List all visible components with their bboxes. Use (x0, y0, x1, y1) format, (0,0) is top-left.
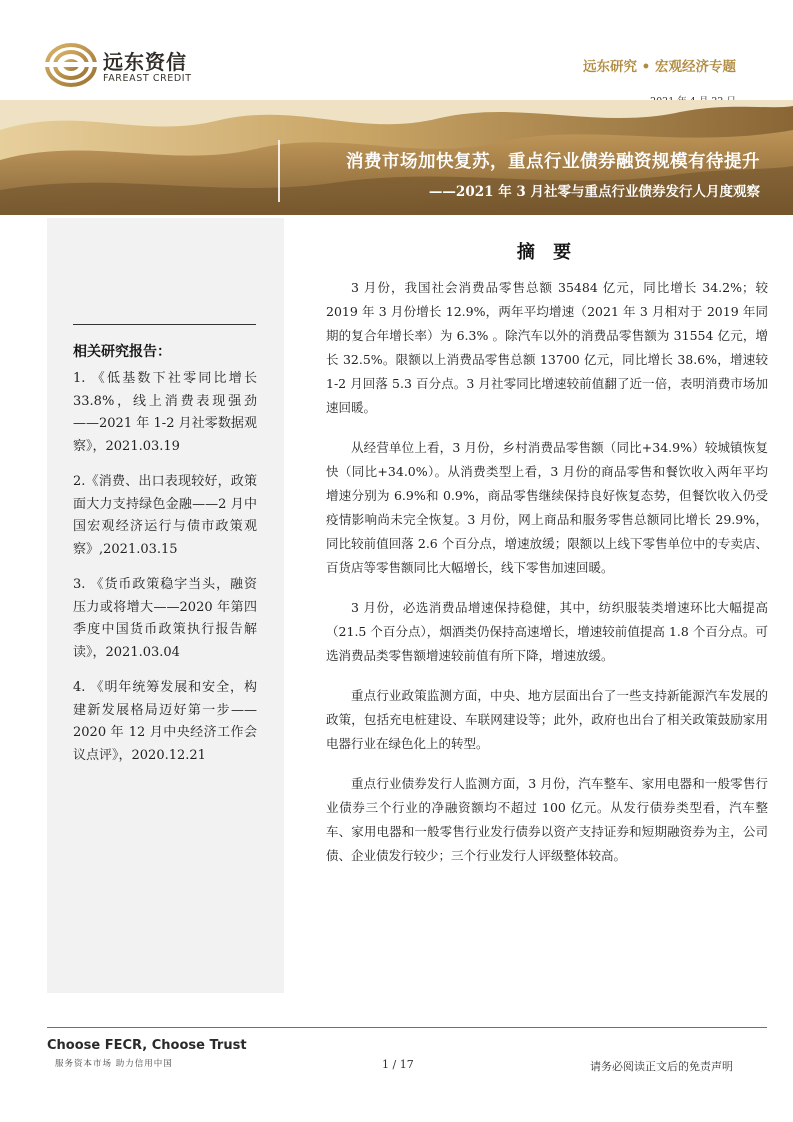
related-report-item: 3. 《货币政策稳字当头，融资压力或将增大——2020 年第四季度中国货币政策执行报告解读》，2021.03.04 (73, 577, 257, 660)
brand-name-en: FAREAST CREDIT (103, 73, 192, 84)
footer-slogan-cn: 服务资本市场 助力信用中国 (55, 1059, 173, 1069)
footer-divider (47, 1027, 767, 1028)
related-reports-list (73, 368, 257, 780)
abstract-paragraph: 重点行业政策监测方面，中央、地方层面出台了一些支持新能源汽车发展的政策，包括充电桩建设、车联网建设等；此外，政府也出台了相关政策鼓励家用电器行业在绿色化上的转型。 (326, 688, 768, 751)
report-subtitle: ——2021 年 3 月社零与重点行业债券发行人月度观察 (428, 184, 760, 200)
related-reports-sidebar (47, 218, 284, 993)
abstract-title: 摘 要 (516, 242, 578, 263)
abstract-paragraph: 3 月份，必选消费品增速保持稳健，其中，纺织服装类增速环比大幅提高（21.5 个百分点），烟酒类仍保持高速增长，增速较前值提高 1.8 个百分点。可选消费品类零售额增速较前值有所下降，增速放缓。 (326, 600, 768, 663)
report-series: 远东研究 • 宏观经济专题 (582, 59, 736, 75)
disclaimer-note: 请务必阅读正文后的免责声明 (590, 1060, 733, 1073)
abstract-paragraph: 3 月份，我国社会消费品零售总额 35484 亿元，同比增长 34.2%；较 2019 年 3 月份增长 12.9%，两年平均增速（2021 年 3 月相对于 2019 年同期的复合年增长率）为 6.3% 。除汽车以外的消费品零售额为 31554 亿元，增长 32.5%。限额以上消费品零售总额 13700 亿元，同比增长 38.6%，增速较 1-2 月回落 5.3 百分点。3 月社零同比增速较前值翻了近一倍，表明消费市场加速回暖。 (326, 280, 768, 415)
page-number: 1 / 17 (382, 1058, 414, 1071)
related-report-item: 4. 《明年统筹发展和安全，构建新发展格局迈好第一步——2020 年 12 月中央经济工作会议点评》，2020.12.21 (73, 680, 257, 763)
fareast-logo-icon (45, 42, 97, 88)
related-report-item: 2.《消费、出口表现较好，政策面大力支持绿色金融——2 月中国宏观经济运行与债市政策观察》,2021.03.15 (73, 474, 257, 557)
abstract-section (326, 218, 768, 884)
related-reports-heading: 相关研究报告： (73, 344, 171, 360)
related-report-item: 1. 《低基数下社零同比增长 33.8%，线上消费表现强劲——2021 年 1-2 月社零数据观察》，2021.03.19 (73, 371, 257, 454)
footer-slogan-en: Choose FECR, Choose Trust (47, 1038, 247, 1053)
brand-name-cn: 远东资信 (103, 50, 187, 74)
sidebar-divider (73, 324, 256, 325)
abstract-paragraph: 从经营单位上看，3 月份，乡村消费品零售额（同比+34.9%）较城镇恢复快（同比+34.0%）。从消费类型上看，3 月份的商品零售和餐饮收入两年平均增速分别为 6.9%和 0.9%，商品零售继续保持良好恢复态势，但餐饮收入仍受疫情影响尚未完全恢复。3 月份，网上商品和服务零售总额同比增长 29.9%，同比较前值回落 2.6 个百分点，增速放缓；限额以上线下零售单位中的专卖店、百货店等零售额同比大幅增长，线下零售加速回暖。 (326, 440, 768, 575)
abstract-paragraph: 重点行业债券发行人监测方面，3 月份，汽车整车、家用电器和一般零售行业债券三个行业的净融资额均不超过 100 亿元。从发行债券类型看，汽车整车、家用电器和一般零售行业发行债券以资产支持证券和短期融资券为主，公司债、企业债发行较少；三个行业发行人评级整体较高。 (326, 776, 768, 863)
report-title: 消费市场加快复苏，重点行业债券融资规模有待提升 (346, 152, 760, 172)
brand-logo (45, 42, 245, 92)
